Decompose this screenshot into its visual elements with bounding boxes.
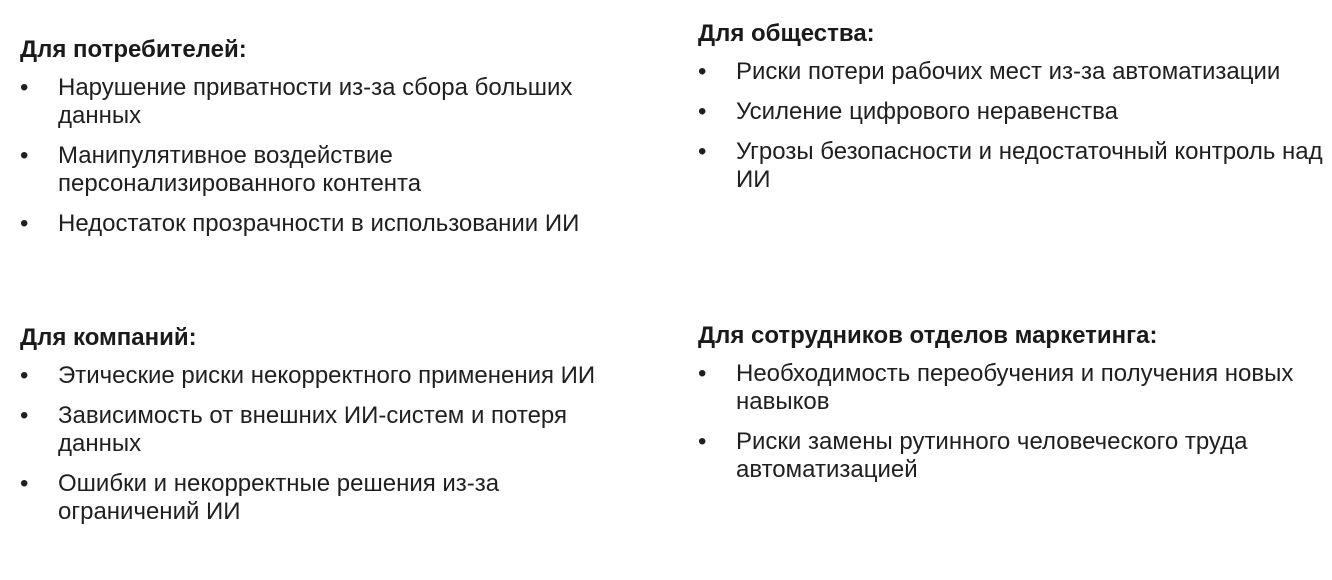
list-item: • Нарушение приватности из-за сбора больших данных bbox=[20, 74, 640, 130]
section-title-consumers: Для потребителей: bbox=[20, 36, 247, 63]
list-item: • Необходимость переобучения и получения новых навыков bbox=[698, 360, 1318, 416]
list-marketing bbox=[698, 360, 1318, 484]
list-item: • Ошибки и некорректные решения из-за ограничений ИИ bbox=[20, 470, 640, 526]
section-marketing bbox=[698, 322, 1318, 496]
list-society bbox=[698, 58, 1332, 194]
section-consumers bbox=[20, 36, 640, 250]
list-item: • Недостаток прозрачности в использовании ИИ bbox=[20, 210, 640, 238]
section-companies bbox=[20, 324, 640, 538]
list-item: • Риски замены рутинного человеческого труда автоматизацией bbox=[698, 428, 1318, 484]
list-consumers bbox=[20, 74, 640, 238]
section-title-companies: Для компаний: bbox=[20, 324, 197, 351]
section-title-society: Для общества: bbox=[698, 20, 875, 47]
section-title-marketing: Для сотрудников отделов маркетинга: bbox=[698, 322, 1158, 349]
list-companies bbox=[20, 362, 640, 526]
list-item: • Риски потери рабочих мест из-за автоматизации bbox=[698, 58, 1332, 86]
list-item: • Усиление цифрового неравенства bbox=[698, 98, 1332, 126]
list-item: • Этические риски некорректного применения ИИ bbox=[20, 362, 640, 390]
list-item: • Угрозы безопасности и недостаточный контроль над ИИ bbox=[698, 138, 1332, 194]
list-item: • Манипулятивное воздействие персонализированного контента bbox=[20, 142, 640, 198]
list-item: • Зависимость от внешних ИИ-систем и потеря данных bbox=[20, 402, 640, 458]
section-society bbox=[698, 20, 1332, 206]
